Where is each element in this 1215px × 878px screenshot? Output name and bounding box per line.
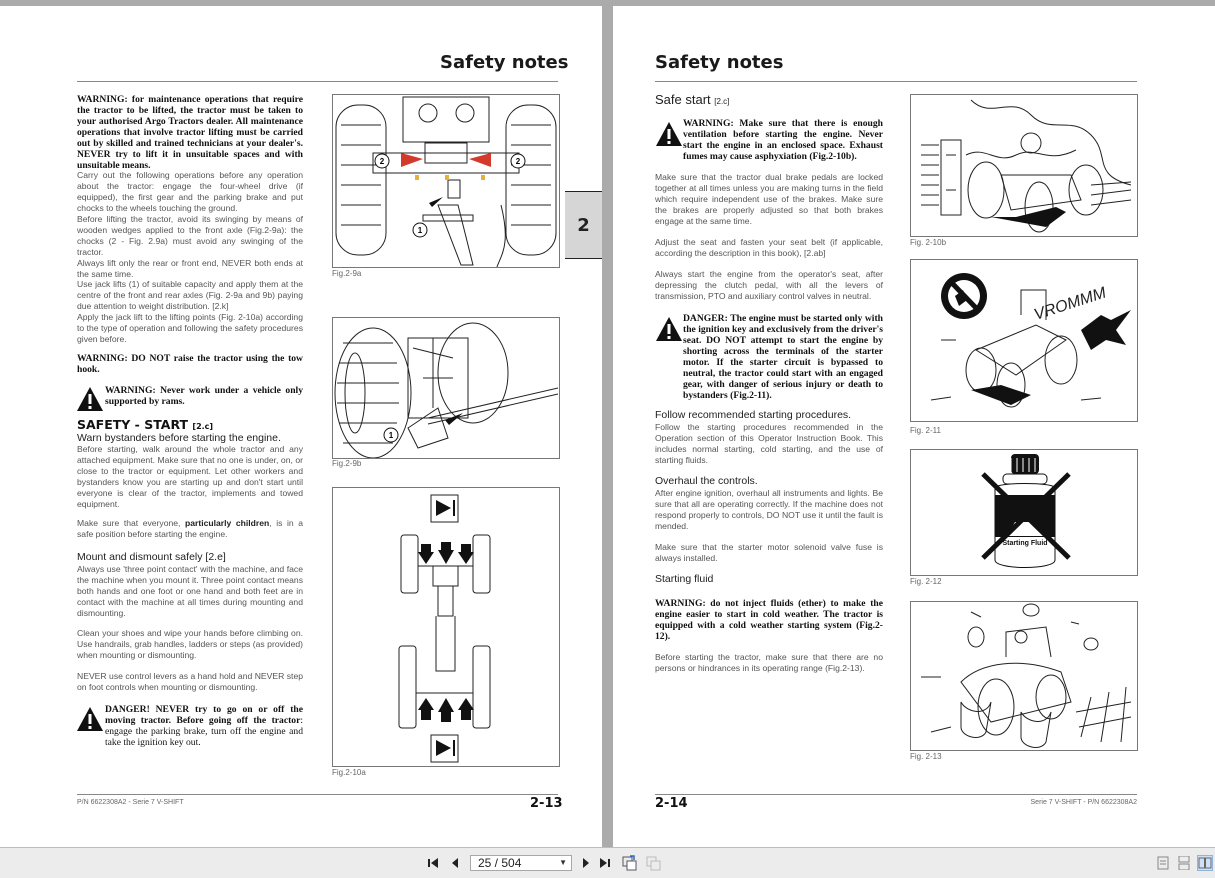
warn-bystanders-heading: Warn bystanders before starting the engine. xyxy=(77,432,281,444)
svg-text:1: 1 xyxy=(417,226,423,235)
footer-part-number: P/N 6622308A2 - Serie 7 V-SHIFT xyxy=(77,799,184,806)
page-title: Safety notes xyxy=(655,52,784,73)
continuous-view-button[interactable] xyxy=(1177,855,1191,871)
figure-2-13 xyxy=(910,601,1138,751)
para-ends: Always lift only the rear or front end, NEVER both ends at the same time. xyxy=(77,258,303,279)
tractor-jack-rear-illustration xyxy=(333,318,559,458)
last-page-icon xyxy=(599,857,611,869)
para-children: Make sure that everyone, particularly children, is in a safe position before starting the engine. xyxy=(77,518,303,539)
para-three-point: Always use 'three point contact' with the machine, and face the machine when you mount it. Three point contact means both hands and one foot or one hand and both feet are in contact with the machine at all times during mounting and dismounting. xyxy=(77,564,303,618)
next-page-button[interactable] xyxy=(580,855,592,871)
previous-view-icon xyxy=(622,855,638,871)
para-operations: Carry out the following operations before any operation about the tractor: engage the four-wheel drive (if equipped), the first gear and the parking brake and put chocks to the wheels touching the ground. xyxy=(77,170,303,213)
para-fuse: Make sure that the starter motor solenoid valve fuse is always installed. xyxy=(655,542,883,563)
lifting-points-diagram xyxy=(333,488,559,766)
header-rule xyxy=(77,81,558,82)
prev-page-button[interactable] xyxy=(449,855,461,871)
starting-fluid-heading: Starting fluid xyxy=(655,573,714,585)
warning-ether: WARNING: do not inject fluids (ether) to make the engine easier to start in cold weather. The tractor is equipped with a cold weather starting system (Fig.2-12). xyxy=(655,598,883,642)
single-page-view-button[interactable] xyxy=(1156,855,1170,871)
two-page-view-button[interactable] xyxy=(1197,855,1213,871)
next-view-icon xyxy=(646,855,662,871)
caption-fig-2-10a: Fig.2-10a xyxy=(332,768,366,777)
svg-text:2: 2 xyxy=(379,157,385,166)
first-page-icon xyxy=(427,857,439,869)
para-levers: NEVER use control levers as a hand hold and NEVER step on foot controls when mounting or dismounting. xyxy=(77,671,303,692)
last-page-button[interactable] xyxy=(598,855,612,871)
danger-ignition: DANGER: The engine must be started only with the ignition key and exclusively from the driver's seat. DO NOT attempt to start the engine by shorting across the terminals of the starter motor. If the starter circuit is bypassed to neutral, the tractor could start with an engaged gear, with danger of serious injury or death to bystanders (Fig.2-11). xyxy=(683,313,883,401)
footer-part-number: Serie 7 V-SHIFT - P/N 6622308A2 xyxy=(1030,799,1137,806)
caption-fig-2-10b: Fig. 2-10b xyxy=(910,238,947,247)
warning-tow-hook: WARNING: DO NOT raise the tractor using the tow hook. xyxy=(77,353,303,375)
no-starting-fluid-illustration xyxy=(911,450,1137,575)
caption-fig-2-11: Fig. 2-11 xyxy=(910,426,941,435)
svg-text:Starting Fluid: Starting Fluid xyxy=(1002,540,1048,547)
previous-view-button[interactable] xyxy=(622,855,638,871)
follow-heading: Follow recommended starting procedures. xyxy=(655,409,852,421)
caption-fig-2-9b: Fig.2-9b xyxy=(332,459,362,468)
pdf-viewer-toolbar xyxy=(0,847,1215,878)
svg-text:VROMMM: VROMMM xyxy=(1031,284,1109,324)
svg-text:2: 2 xyxy=(515,157,521,166)
page-title: Safety notes xyxy=(440,52,569,73)
left-page xyxy=(0,6,602,847)
single-page-view-icon xyxy=(1157,856,1169,870)
next-page-icon xyxy=(581,857,591,869)
vrommm-tractor-illustration xyxy=(911,260,1137,421)
mount-heading: Mount and dismount safely [2.e] xyxy=(77,551,226,563)
danger-moving: DANGER! NEVER try to go on or off the moving tractor. Before going off the tractor: engage the parking brake, turn off the engine and take the ignition key out. xyxy=(105,704,303,748)
caption-fig-2-9a: Fig.2-9a xyxy=(332,269,362,278)
warning-triangle-icon xyxy=(76,386,104,412)
right-page xyxy=(613,6,1215,847)
prev-page-icon xyxy=(450,857,460,869)
para-range: Before starting the tractor, make sure that there are no persons or hindrances in its operating range (Fig.2-13). xyxy=(655,652,883,673)
safe-start-heading: Safe start [2.c] xyxy=(655,92,730,107)
para-swinging: Before lifting the tractor, avoid its swinging by means of wooden wedges applied to the front axle (Fig.2-9a): the chocks (2 - Fig. 2.9a) must avoid any swinging of the tractor. xyxy=(77,214,303,257)
figure-2-10b xyxy=(910,94,1138,237)
para-jack: Use jack lifts (1) of suitable capacity and apply them at the centre of the front and rear axles (Fig. 2-9a and 9b) paying due attention to weight distribution. [2.k] xyxy=(77,279,303,311)
para-apply: Apply the jack lift to the lifting points (Fig. 2-10a) according to the type of operation and following the safety procedures given before. xyxy=(77,312,303,344)
para-brakes: Make sure that the tractor dual brake pedals are locked together at all times unless you are making turns in the field which require independent use of the brakes. Make sure the brakes are properly adjusted so that both brakes engage at the same time. xyxy=(655,172,883,226)
para-shoes: Clean your shoes and wipe your hands before climbing on. Use handrails, grab handles, ladders or steps (as provided) when mounting or dismounting. xyxy=(77,628,303,660)
continuous-view-icon xyxy=(1178,856,1190,870)
next-view-button[interactable] xyxy=(646,855,662,871)
para-overhaul: After engine ignition, overhaul all instruments and lights. Be sure that all are operating correctly. If the machine does not respond properly to controls, DO NOT use it until the fault is mended. xyxy=(655,488,883,531)
para-operator-seat: Always start the engine from the operator's seat, after depressing the clutch pedal, with all the levers of transmission, PTO and auxiliary control valves in neutral. xyxy=(655,269,883,301)
figure-2-9b xyxy=(332,317,560,459)
overhaul-heading: Overhaul the controls. xyxy=(655,475,758,487)
danger-triangle-icon xyxy=(655,316,683,342)
warning-rams: WARNING: Never work under a vehicle only supported by rams. xyxy=(105,385,303,407)
tractor-crash-illustration xyxy=(911,602,1137,750)
para-follow: Follow the starting procedures recommended in the Operation section of this Operator Instruction Book. This includes normal starting, cold starting, and the use of starting fluids. xyxy=(655,422,883,465)
chevron-down-icon: ▼ xyxy=(559,858,567,867)
figure-2-9a xyxy=(332,94,560,268)
tractor-jack-front-illustration xyxy=(333,95,559,267)
section-safety-start xyxy=(77,417,213,432)
page-number-select[interactable] xyxy=(470,855,572,871)
warning-lifting: WARNING: for maintenance operations that require the tractor to be lifted, the tractor must be taken to your authorised Argo Tractors dealer. All maintenance operations that involve tractor lifting must be carried out by skilled and trained technicians at your dealer's. NEVER try to lift it in unsuitable spaces and with unsuitable means. xyxy=(77,94,303,171)
warning-ventilation: WARNING: Make sure that there is enough ventilation before starting the engine. Never start the engine in an enclosed space. Exhaust fumes may cause asphyxiation (Fig.2-10b). xyxy=(683,118,883,162)
warning-triangle-icon xyxy=(655,121,683,147)
svg-text:1: 1 xyxy=(388,431,394,440)
caption-fig-2-13: Fig. 2-13 xyxy=(910,752,942,761)
figure-2-10a xyxy=(332,487,560,767)
section-ref: [2.c] xyxy=(192,422,214,431)
first-page-button[interactable] xyxy=(426,855,440,871)
two-page-view-icon xyxy=(1198,857,1212,869)
para-seat: Adjust the seat and fasten your seat belt (if applicable, according the description in this book), [2.ab] xyxy=(655,237,883,258)
footer-rule xyxy=(77,794,558,795)
section-title: SAFETY - START xyxy=(77,417,189,432)
chapter-tab: 2 xyxy=(565,191,602,259)
header-rule xyxy=(655,81,1137,82)
exhaust-fumes-illustration xyxy=(911,95,1137,236)
para-before-start: Before starting, walk around the whole tractor and any attached equipment. Make sure that no one is under, on, or close to the tractor or equipment. Let other workers and bystanders know you are starting up and don't start until everyone is clear of the tractor, implements and towed equipment. xyxy=(77,444,303,509)
footer-rule xyxy=(655,794,1137,795)
figure-2-12 xyxy=(910,449,1138,576)
caption-fig-2-12: Fig. 2-12 xyxy=(910,577,942,586)
page-number: 2-13 xyxy=(530,796,563,811)
figure-2-11 xyxy=(910,259,1138,422)
page-number-value: 25 / 504 xyxy=(478,856,522,870)
page-number: 2-14 xyxy=(655,796,688,811)
danger-triangle-icon xyxy=(76,706,104,732)
